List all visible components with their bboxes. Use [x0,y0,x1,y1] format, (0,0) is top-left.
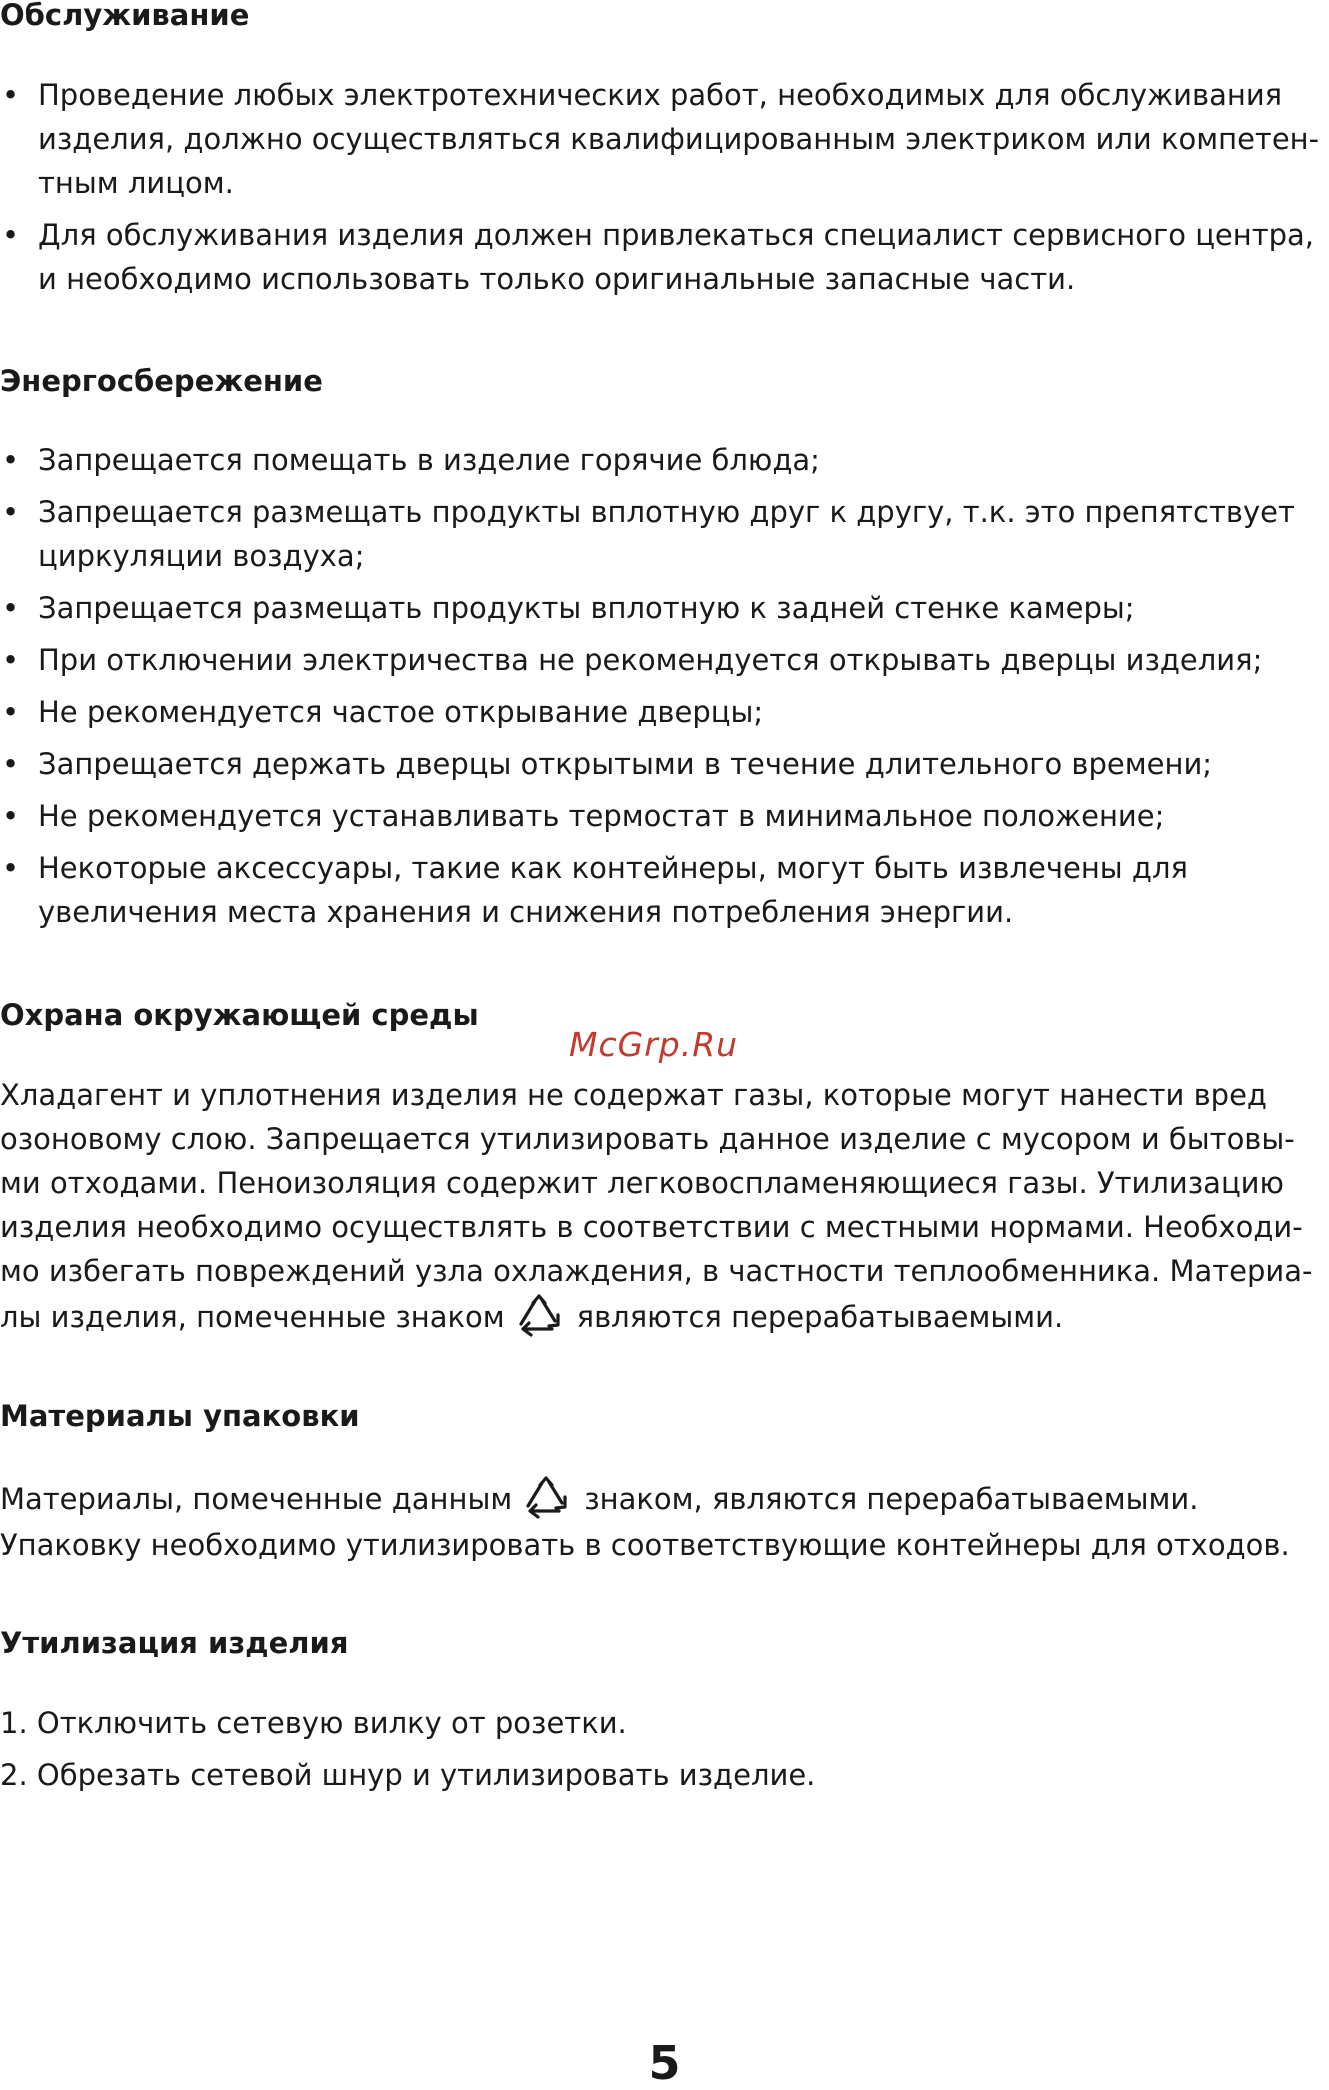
list-item [0,490,1320,578]
paragraph-line: ми отходами. Пеноизоляция содержит легковоспламеняющиеся газы. Утилизацию [0,1166,1284,1200]
section-title-disposal: Утилизация изделия [0,1626,349,1660]
packaging-paragraph [0,1475,1320,1567]
bullet: • [2,443,20,477]
paragraph-line: Упаковку необходимо утилизировать в соответствующие контейнеры для отходов. [0,1528,1290,1562]
bullet: • [2,799,20,833]
list-item [0,438,1320,482]
list-item-text: Не рекомендуется частое открывание дверцы; [38,695,764,729]
bullet: • [2,78,20,112]
paragraph-line: Хладагент и уплотнения изделия не содержат газы, которые могут нанести вред [0,1078,1267,1112]
list-item-text: Проведение любых электротехнических работ, необходимых для обслуживания [38,78,1283,112]
list-item-text: Для обслуживания изделия должен привлекаться специалист сервисного центра, [38,218,1315,252]
list-item-text: Запрещается держать дверцы открытыми в течение длительного времени; [38,747,1213,781]
list-item [0,73,1320,205]
list-item [0,638,1320,682]
list-item-text: и необходимо использовать только оригинальные запасные части. [38,262,1076,296]
list-item-text: увеличения места хранения и снижения потребления энергии. [38,895,1014,929]
list-item [0,586,1320,630]
list-item-text: тным лицом. [38,166,234,200]
maintenance-list [0,73,1320,309]
section-title-maintenance: Обслуживание [0,0,250,32]
paragraph-text: лы изделия, помеченные знаком [0,1300,505,1334]
paragraph-line [0,1293,1320,1341]
recycle-icon [518,1475,574,1523]
bullet: • [2,495,20,529]
list-item [0,213,1320,301]
list-item [0,690,1320,734]
list-item-text: циркуляции воздуха; [38,539,365,573]
list-item-text: При отключении электричества не рекомендуется открывать дверцы изделия; [38,643,1263,677]
section-title-packaging: Материалы упаковки [0,1399,360,1433]
paragraph-text: Материалы, помеченные данным [0,1482,513,1516]
bullet: • [2,851,20,885]
paragraph-line: мо избегать повреждений узла охлаждения, в частности теплообменника. Материа- [0,1254,1313,1288]
bullet: • [2,643,20,677]
list-item-text: Некоторые аксессуары, такие как контейнеры, могут быть извлечены для [38,851,1188,885]
energy-list [0,438,1320,942]
page-number: 5 [648,2036,681,2090]
paragraph-text: знаком, являются перерабатываемыми. [584,1482,1199,1516]
watermark: McGrp.Ru [569,1025,739,1064]
list-item-text: Не рекомендуется устанавливать термостат в минимальное положение; [38,799,1165,833]
bullet: • [2,218,20,252]
step-1: 1. Отключить сетевую вилку от розетки. [0,1706,627,1740]
list-item-text: Запрещается размещать продукты вплотную друг к другу, т.к. это препятствует [38,495,1295,529]
bullet: • [2,695,20,729]
list-item [0,794,1320,838]
bullet: • [2,591,20,625]
recycle-icon [511,1293,567,1341]
list-item-text: Запрещается размещать продукты вплотную к задней стенке камеры; [38,591,1135,625]
environment-paragraph [0,1073,1320,1341]
paragraph-line [0,1475,1320,1523]
paragraph-text: являются перерабатываемыми. [576,1300,1064,1334]
step-2: 2. Обрезать сетевой шнур и утилизировать изделие. [0,1758,816,1792]
list-item-text: изделия, должно осуществляться квалифицированным электриком или компетен- [38,122,1320,156]
paragraph-line: изделия необходимо осуществлять в соответствии с местными нормами. Необходи- [0,1210,1303,1244]
section-title-environment: Охрана окружающей среды [0,998,479,1032]
list-item [0,742,1320,786]
bullet: • [2,747,20,781]
paragraph-line: озоновому слою. Запрещается утилизировать данное изделие с мусором и бытовы- [0,1122,1295,1156]
section-title-energy: Энергосбережение [0,364,323,398]
list-item-text: Запрещается помещать в изделие горячие блюда; [38,443,820,477]
list-item [0,846,1320,934]
